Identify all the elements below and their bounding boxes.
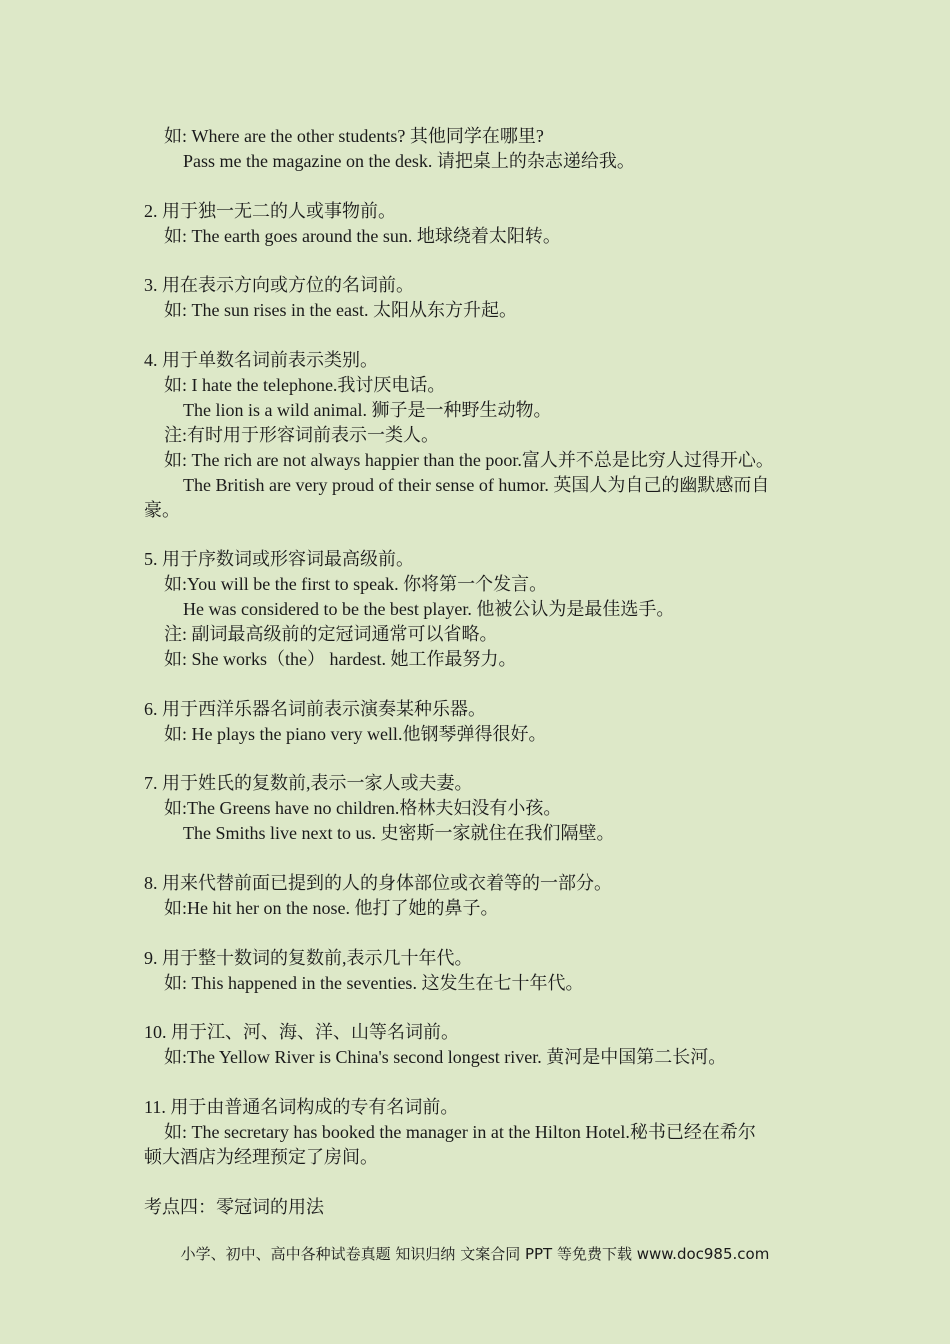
rule-heading: 11. 用于由普通名词构成的专有名词前。 [144, 1097, 459, 1117]
example-line: 如: The sun rises in the east. 太阳从东方升起。 [164, 300, 517, 320]
rule-heading: 7. 用于姓氏的复数前,表示一家人或夫妻。 [144, 773, 473, 793]
example-line: 如:The Greens have no children.格林夫妇没有小孩。 [164, 798, 562, 818]
example-line: 如: This happened in the seventies. 这发生在七十年代。 [164, 973, 584, 993]
example-line: 如: The secretary has booked the manager in at the Hilton Hotel.秘书已经在希尔 [164, 1122, 756, 1142]
section-heading: 考点四：零冠词的用法 [144, 1197, 324, 1217]
example-line: 如: I hate the telephone.我讨厌电话。 [164, 375, 446, 395]
rule-heading: 5. 用于序数词或形容词最高级前。 [144, 549, 414, 569]
example-line-continuation: 顿大酒店为经理预定了房间。 [144, 1147, 378, 1167]
example-line: 如:You will be the first to speak. 你将第一个发言。 [164, 574, 548, 594]
example-line: Pass me the magazine on the desk. 请把桌上的杂志递给我。 [183, 151, 635, 171]
note-line: 注:有时用于形容词前表示一类人。 [164, 425, 439, 445]
rule-heading: 2. 用于独一无二的人或事物前。 [144, 201, 396, 221]
example-line: 如: He plays the piano very well.他钢琴弹得很好。 [164, 724, 547, 744]
example-line: 如:He hit her on the nose. 他打了她的鼻子。 [164, 898, 499, 918]
rule-heading: 4. 用于单数名词前表示类别。 [144, 350, 378, 370]
rule-heading: 10. 用于江、河、海、洋、山等名词前。 [144, 1022, 459, 1042]
example-line: The British are very proud of their sense of humor. 英国人为自己的幽默感而自 [183, 475, 770, 495]
example-line: 如: The earth goes around the sun. 地球绕着太阳转。 [164, 226, 561, 246]
note-line: 注: 副词最高级前的定冠词通常可以省略。 [164, 624, 498, 644]
rule-heading: 3. 用在表示方向或方位的名词前。 [144, 275, 414, 295]
rule-heading: 6. 用于西洋乐器名词前表示演奏某种乐器。 [144, 699, 486, 719]
example-line-continuation: 豪。 [144, 500, 180, 520]
page-footer: 小学、初中、高中各种试卷真题 知识归纳 文案合同 PPT 等免费下载 www.doc985.com [180, 1245, 770, 1263]
example-line: The Smiths live next to us. 史密斯一家就住在我们隔壁。 [183, 823, 615, 843]
example-line: 如: Where are the other students? 其他同学在哪里? [164, 126, 544, 146]
example-line: 如: She works（the） hardest. 她工作最努力。 [164, 649, 517, 669]
example-line: 如: The rich are not always happier than the poor.富人并不总是比穷人过得开心。 [164, 450, 774, 470]
example-line: He was considered to be the best player. 他被公认为是最佳选手。 [183, 599, 675, 619]
rule-heading: 9. 用于整十数词的复数前,表示几十年代。 [144, 948, 473, 968]
rule-heading: 8. 用来代替前面已提到的人的身体部位或衣着等的一部分。 [144, 873, 612, 893]
example-line: 如:The Yellow River is China's second longest river. 黄河是中国第二长河。 [164, 1047, 727, 1067]
example-line: The lion is a wild animal. 狮子是一种野生动物。 [183, 400, 552, 420]
